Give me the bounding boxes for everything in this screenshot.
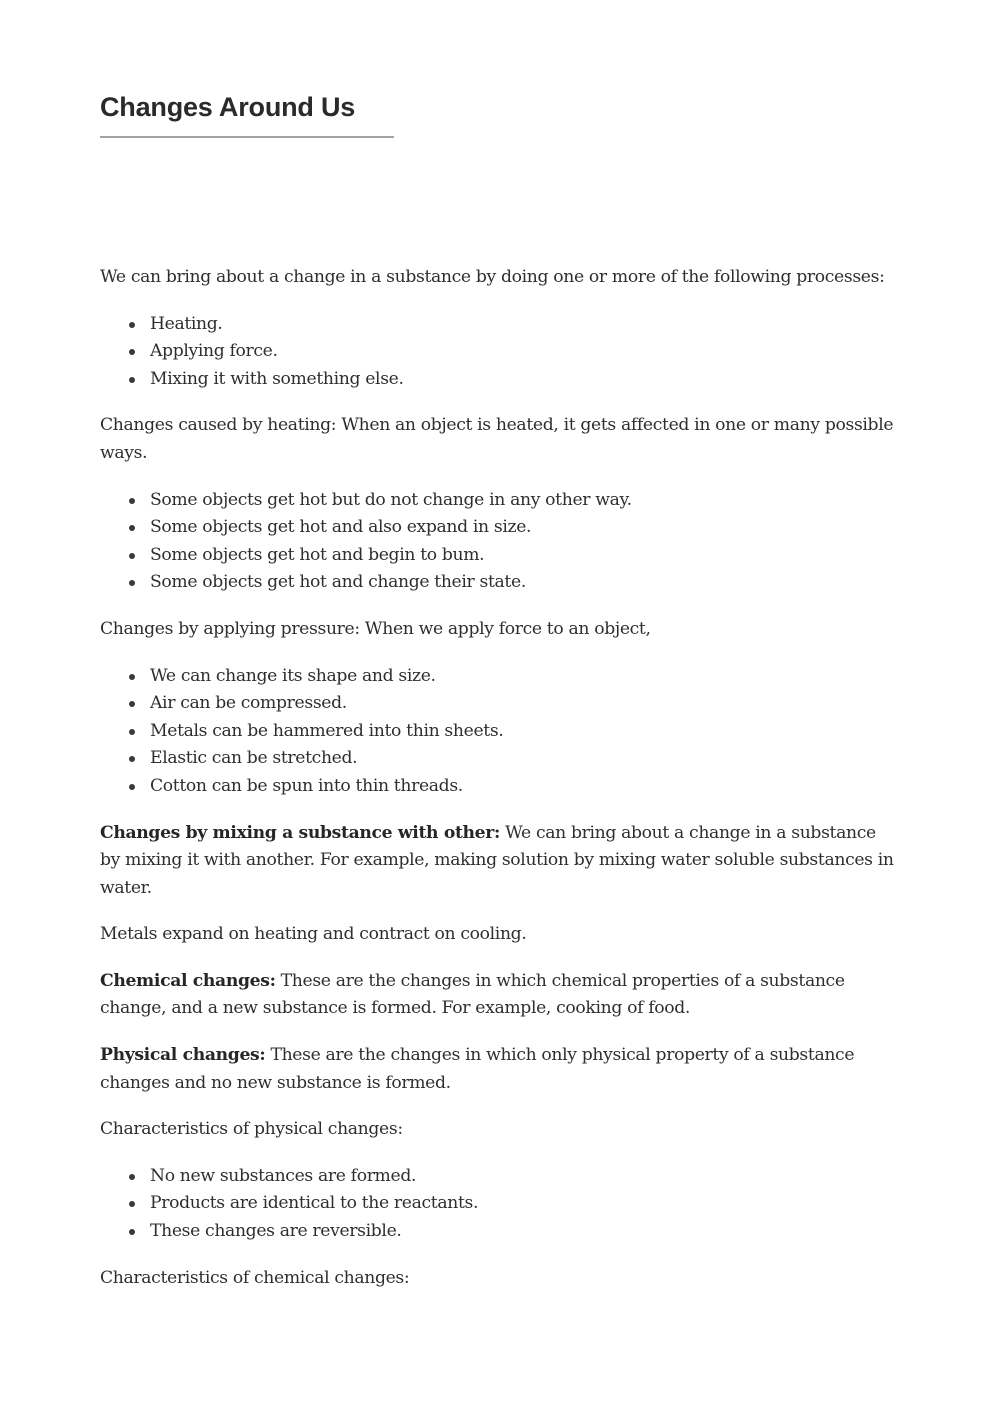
bullet-icon <box>129 674 135 680</box>
chemical-characteristics-heading: Characteristics of chemical changes: <box>100 1267 410 1288</box>
list-item: Products are identical to the reactants. <box>150 1190 900 1218</box>
physical-changes-label: Physical changes: <box>100 1045 266 1066</box>
heating-paragraph: Changes caused by heating: When an object is heated, it gets affected in one or many possible ways. <box>100 415 894 463</box>
physical-changes-paragraph <box>100 1042 900 1097</box>
mixing-label: Changes by mixing a substance with other: <box>100 822 500 843</box>
list-item: Heating. <box>150 311 900 339</box>
title-underline <box>100 136 394 138</box>
bullet-icon <box>129 580 135 586</box>
list-item: These changes are reversible. <box>150 1218 900 1246</box>
chemical-changes-paragraph <box>100 968 900 1023</box>
bullet-icon <box>129 729 135 735</box>
bullet-icon <box>129 322 135 328</box>
bullet-icon <box>129 784 135 790</box>
pressure-paragraph: Changes by applying pressure: When we apply force to an object, <box>100 618 651 639</box>
list-item: Some objects get hot and begin to bum. <box>150 542 900 570</box>
bullet-icon <box>129 525 135 531</box>
process-list <box>100 311 900 394</box>
list-item: We can change its shape and size. <box>150 663 900 691</box>
bullet-icon <box>129 1229 135 1235</box>
bullet-icon <box>129 498 135 504</box>
intro-paragraph: We can bring about a change in a substance by doing one or more of the following processes: <box>100 267 885 287</box>
physical-changes-text: These are the changes in which only physical property of a substance changes and no new substance is formed. <box>100 1045 855 1093</box>
mixing-text: We can bring about a change in a substance by mixing it with another. For example, making solution by mixing water soluble substances in water. <box>100 822 894 898</box>
list-item: Some objects get hot and change their state. <box>150 569 900 597</box>
list-item: No new substances are formed. <box>150 1163 900 1191</box>
mixing-paragraph <box>100 820 900 903</box>
document-body <box>100 264 900 1311</box>
list-item: Air can be compressed. <box>150 690 900 718</box>
bullet-icon <box>129 349 135 355</box>
physical-characteristics-list <box>100 1163 900 1246</box>
bullet-icon <box>129 1174 135 1180</box>
list-item: Some objects get hot but do not change in any other way. <box>150 487 900 515</box>
bullet-icon <box>129 701 135 707</box>
bullet-icon <box>129 553 135 559</box>
chemical-changes-text: These are the changes in which chemical properties of a substance change, and a new substance is formed. For example, cooking of food. <box>100 970 845 1019</box>
list-item: Cotton can be spun into thin threads. <box>150 773 900 801</box>
list-item: Some objects get hot and also expand in size. <box>150 514 900 542</box>
page-title: Changes Around Us <box>100 92 356 122</box>
list-item: Metals can be hammered into thin sheets. <box>150 718 900 746</box>
physical-characteristics-heading: Characteristics of physical changes: <box>100 1119 403 1140</box>
bullet-icon <box>129 377 135 383</box>
bullet-icon <box>129 1201 135 1207</box>
pressure-list <box>100 663 900 801</box>
heating-list <box>100 487 900 597</box>
bullet-icon <box>129 756 135 762</box>
chemical-changes-label: Chemical changes: <box>100 970 276 991</box>
list-item: Elastic can be stretched. <box>150 745 900 773</box>
list-item: Mixing it with something else. <box>150 366 900 394</box>
list-item: Applying force. <box>150 338 900 366</box>
metals-paragraph: Metals expand on heating and contract on cooling. <box>100 924 527 945</box>
